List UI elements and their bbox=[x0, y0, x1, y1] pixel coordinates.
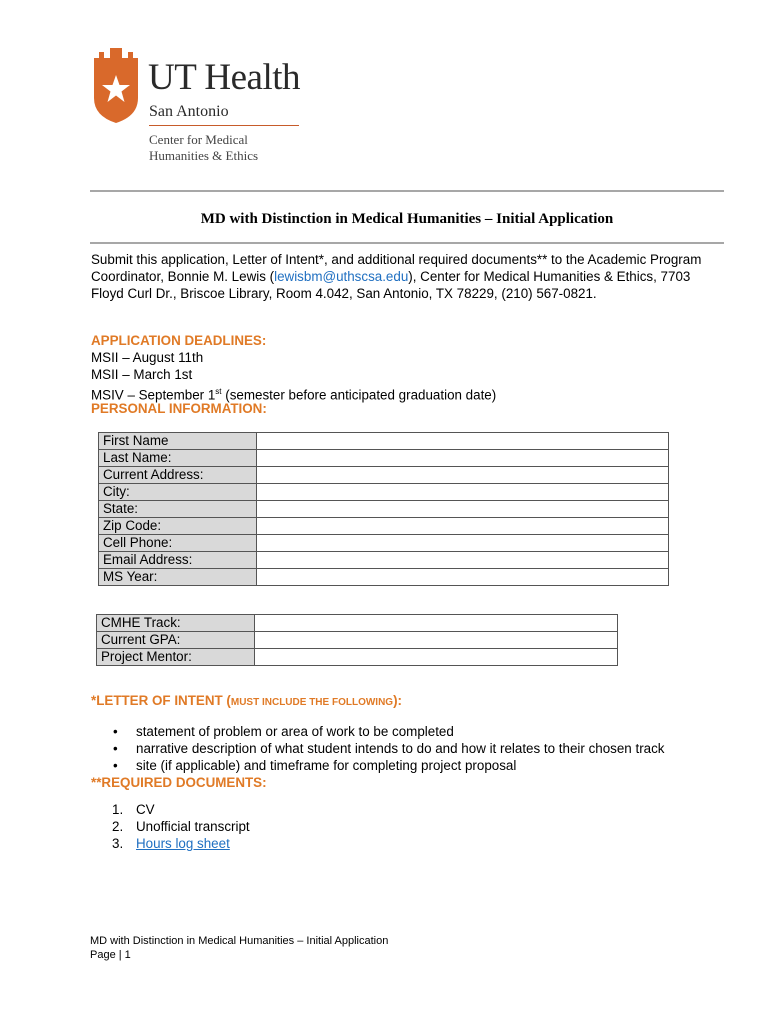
field-label: Email Address: bbox=[99, 552, 257, 569]
table-row bbox=[99, 535, 669, 552]
bullet-icon: • bbox=[113, 724, 118, 739]
deadline-msiv-suffix: (semester before anticipated graduation date) bbox=[221, 387, 497, 403]
field-label: State: bbox=[99, 501, 257, 518]
deadlines-heading: APPLICATION DEADLINES: bbox=[91, 333, 267, 348]
table-row bbox=[99, 484, 669, 501]
field-label: Last Name: bbox=[99, 450, 257, 467]
table-row bbox=[99, 552, 669, 569]
field-label: CMHE Track: bbox=[97, 615, 255, 632]
city-input[interactable] bbox=[257, 484, 669, 501]
coordinator-email-link[interactable]: lewisbm@uthscsa.edu bbox=[274, 269, 409, 284]
table-row bbox=[99, 450, 669, 467]
current-address-input[interactable] bbox=[257, 467, 669, 484]
table-row bbox=[97, 632, 618, 649]
deadline-msii-march: MSII – March 1st bbox=[91, 367, 193, 382]
logo-divider bbox=[149, 125, 299, 126]
list-item bbox=[0, 757, 770, 774]
letter-of-intent-heading bbox=[91, 692, 402, 711]
title-bottom-rule bbox=[90, 242, 724, 244]
track-info-table bbox=[96, 614, 618, 666]
loi-heading-end: ): bbox=[393, 693, 402, 708]
bullet-icon: • bbox=[113, 741, 118, 756]
deadline-msiv-sup: st bbox=[215, 387, 222, 396]
field-label: Project Mentor: bbox=[97, 649, 255, 666]
field-label: MS Year: bbox=[99, 569, 257, 586]
list-item bbox=[0, 818, 770, 835]
table-row bbox=[99, 518, 669, 535]
field-label: Zip Code: bbox=[99, 518, 257, 535]
table-row bbox=[97, 649, 618, 666]
logo-subtitle: San Antonio bbox=[149, 103, 229, 120]
logo-center-line1: Center for Medical bbox=[149, 132, 248, 147]
list-item-text: narrative description of what student intends to do and how it relates to their chosen track bbox=[136, 741, 665, 756]
field-label: City: bbox=[99, 484, 257, 501]
email-address-input[interactable] bbox=[257, 552, 669, 569]
title-top-rule bbox=[90, 190, 724, 192]
table-row bbox=[99, 433, 669, 450]
list-number: 1. bbox=[112, 802, 124, 817]
table-row bbox=[99, 501, 669, 518]
list-number: 3. bbox=[112, 836, 124, 851]
cell-phone-input[interactable] bbox=[257, 535, 669, 552]
field-label: Cell Phone: bbox=[99, 535, 257, 552]
intro-text-start: Submit this application, Letter of Intent*, and additional required documents** to the Academic Program Coordinator, Bonnie M. Lewis ( bbox=[91, 252, 702, 284]
list-number: 2. bbox=[112, 819, 124, 834]
loi-heading-main: *LETTER OF INTENT ( bbox=[91, 693, 231, 708]
ut-health-shield-logo bbox=[90, 48, 142, 123]
intro-paragraph bbox=[91, 251, 721, 302]
table-row bbox=[97, 615, 618, 632]
table-row bbox=[99, 467, 669, 484]
field-label: Current Address: bbox=[99, 467, 257, 484]
table-row bbox=[99, 569, 669, 586]
page-title: MD with Distinction in Medical Humanities – Initial Application bbox=[200, 211, 614, 227]
list-item bbox=[0, 835, 770, 852]
deadline-msiv-prefix: MSIV – September 1 bbox=[91, 387, 216, 403]
list-item-text: site (if applicable) and timeframe for completing project proposal bbox=[136, 758, 517, 773]
loi-heading-small: MUST INCLUDE THE FOLLOWING bbox=[230, 697, 394, 708]
required-documents-heading: **REQUIRED DOCUMENTS: bbox=[91, 775, 267, 790]
footer-title: MD with Distinction in Medical Humanities – Initial Application bbox=[90, 935, 389, 947]
first-name-input[interactable] bbox=[257, 433, 669, 450]
list-item bbox=[0, 723, 770, 740]
list-item bbox=[0, 740, 770, 757]
state-input[interactable] bbox=[257, 501, 669, 518]
field-label: First Name bbox=[99, 433, 257, 450]
deadline-msii-august: MSII – August 11th bbox=[91, 350, 204, 365]
list-item-text: Unofficial transcript bbox=[136, 819, 250, 834]
current-gpa-input[interactable] bbox=[255, 632, 618, 649]
bullet-icon: • bbox=[113, 758, 118, 773]
list-item-text: statement of problem or area of work to be completed bbox=[136, 724, 454, 739]
logo-center-line2: Humanities & Ethics bbox=[149, 148, 259, 163]
hours-log-sheet-link[interactable]: Hours log sheet bbox=[136, 836, 230, 851]
zip-code-input[interactable] bbox=[257, 518, 669, 535]
project-mentor-input[interactable] bbox=[255, 649, 618, 666]
footer-page-number: Page | 1 bbox=[90, 949, 131, 961]
intro-text-end: ), Center for Medical Humanities & Ethics, 7703 Floyd Curl Dr., Briscoe Library, Room 4.042, San Antonio, TX 78229, (210) 567-0821. bbox=[91, 269, 691, 301]
cmhe-track-input[interactable] bbox=[255, 615, 618, 632]
ms-year-input[interactable] bbox=[257, 569, 669, 586]
personal-info-heading: PERSONAL INFORMATION: bbox=[91, 401, 267, 416]
list-item-text: CV bbox=[136, 802, 155, 817]
personal-info-table bbox=[98, 432, 669, 586]
logo-wordmark: UT Health bbox=[148, 57, 301, 98]
last-name-input[interactable] bbox=[257, 450, 669, 467]
list-item bbox=[0, 801, 770, 818]
field-label: Current GPA: bbox=[97, 632, 255, 649]
